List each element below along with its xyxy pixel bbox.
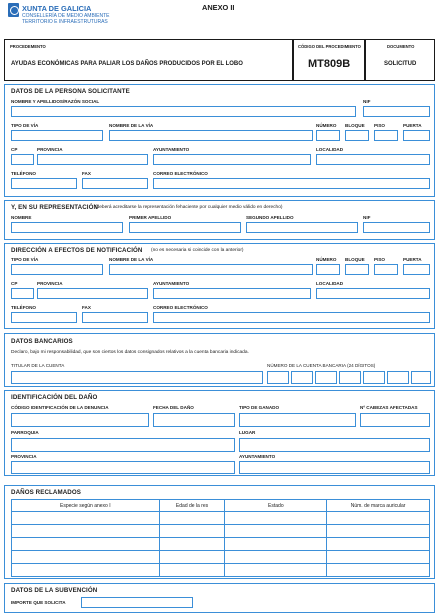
table-cell[interactable] xyxy=(225,538,327,551)
org-line-2: TERRITORIO E INFRAESTRUTURAS xyxy=(22,19,108,25)
account-segment-6[interactable] xyxy=(387,371,409,384)
table-cell[interactable] xyxy=(12,551,160,564)
bank-declaration: Declaro, bajo mi responsabilidad, que son ciertos los datos consignados relativos a la cuenta bancaria indicada. xyxy=(11,350,249,355)
account-segment-4[interactable] xyxy=(339,371,361,384)
notif-street-type-label: TIPO DE VÍA xyxy=(11,257,39,262)
claimed-title: DAÑOS RECLAMADOS xyxy=(11,489,82,496)
province-label: PROVINCIA xyxy=(37,147,63,152)
account-segment-3[interactable] xyxy=(315,371,337,384)
table-row xyxy=(12,512,430,525)
table-cell[interactable] xyxy=(159,512,225,525)
table-cell[interactable] xyxy=(225,564,327,577)
province-field[interactable] xyxy=(37,154,148,165)
livestock-field[interactable] xyxy=(239,413,356,427)
table-cell[interactable] xyxy=(12,512,160,525)
notif-email-label: CORREO ELECTRÓNICO xyxy=(153,305,208,310)
locality-field[interactable] xyxy=(316,154,430,165)
amount-label: IMPORTE QUE SOLICITA xyxy=(11,600,66,605)
rep-second-surname-field[interactable] xyxy=(246,222,358,233)
notification-note: (no es necesaria si coincide con la anterior) xyxy=(151,248,244,253)
notif-council-label: AYUNTAMIENTO xyxy=(153,281,190,286)
nif-label: NIF xyxy=(363,99,371,104)
notif-door-field[interactable] xyxy=(403,264,430,275)
floor-field[interactable] xyxy=(374,130,398,141)
notif-locality-field[interactable] xyxy=(316,288,430,299)
table-cell[interactable] xyxy=(327,525,430,538)
annex-title: ANEXO II xyxy=(202,3,235,12)
document-value: SOLICITUD xyxy=(384,61,417,67)
livestock-label: TIPO DE GANADO xyxy=(239,405,280,410)
notif-block-label: BLOQUE xyxy=(345,257,365,262)
parish-field[interactable] xyxy=(11,438,235,452)
notif-province-field[interactable] xyxy=(37,288,148,299)
procedure-box xyxy=(4,39,293,81)
rep-nif-label: NIF xyxy=(363,215,371,220)
table-cell[interactable] xyxy=(159,551,225,564)
notif-street-name-label: NOMBRE DE LA VÍA xyxy=(109,257,154,262)
representative-title: Y, EN SU REPRESENTACIÓN xyxy=(11,204,99,211)
org-line-1: CONSELLERÍA DE MEDIO AMBIENTE xyxy=(22,13,110,19)
nif-field[interactable] xyxy=(363,106,430,117)
rep-second-surname-label: SEGUNDO APELLIDO xyxy=(246,215,294,220)
document-box xyxy=(365,39,435,81)
subsidy-title: DATOS DE LA SUBVENCIÓN xyxy=(11,587,98,594)
street-name-label: NOMBRE DE LA VÍA xyxy=(109,123,154,128)
rep-name-label: NOMBRE xyxy=(11,215,32,220)
council-label: AYUNTAMIENTO xyxy=(153,147,190,152)
org-name: XUNTA DE GALICIA xyxy=(22,4,92,13)
claimed-table-header xyxy=(12,500,430,512)
notif-locality-label: LOCALIDAD xyxy=(316,281,344,286)
table-row xyxy=(12,564,430,577)
procedure-title: AYUDAS ECONÓMICAS PARA PALIAR LOS DAÑOS PRODUCIDOS POR EL LOBO xyxy=(11,61,243,67)
notif-fax-field[interactable] xyxy=(82,312,148,323)
table-cell[interactable] xyxy=(327,538,430,551)
damage-province-field[interactable] xyxy=(11,461,235,474)
place-label: LUGAR xyxy=(239,430,256,435)
code-value: MT809B xyxy=(308,58,351,70)
table-cell[interactable] xyxy=(12,525,160,538)
notif-province-label: PROVINCIA xyxy=(37,281,63,286)
holder-label: TITULAR DE LA CUENTA xyxy=(11,363,65,368)
col-species: Especie según anexo I xyxy=(12,500,160,512)
table-cell[interactable] xyxy=(159,538,225,551)
street-type-field[interactable] xyxy=(11,130,103,141)
complaint-code-field[interactable] xyxy=(11,413,149,427)
damage-province-label: PROVINCIA xyxy=(11,454,37,459)
notif-cp-field[interactable] xyxy=(11,288,34,299)
phone-label: TELÉFONO xyxy=(11,171,37,176)
street-name-field[interactable] xyxy=(109,130,313,141)
cp-field[interactable] xyxy=(11,154,34,165)
street-type-label: TIPO DE VÍA xyxy=(11,123,39,128)
code-box xyxy=(293,39,365,81)
table-cell[interactable] xyxy=(225,551,327,564)
notif-phone-field[interactable] xyxy=(11,312,77,323)
block-field[interactable] xyxy=(345,130,369,141)
door-label: PUERTA xyxy=(403,123,422,128)
damage-council-field[interactable] xyxy=(239,461,430,474)
account-label: NÚMERO DE LA CUENTA BANCARIA (24 DÍGITOS) xyxy=(267,363,376,368)
notif-email-field[interactable] xyxy=(153,312,430,323)
claimed-section xyxy=(4,485,435,579)
floor-label: PISO xyxy=(374,123,385,128)
door-field[interactable] xyxy=(403,130,430,141)
table-cell[interactable] xyxy=(327,551,430,564)
table-cell[interactable] xyxy=(327,512,430,525)
notification-section xyxy=(4,243,435,329)
bank-section xyxy=(4,333,435,387)
claimed-table xyxy=(11,499,430,577)
locality-label: LOCALIDAD xyxy=(316,147,344,152)
fax-label: FAX xyxy=(82,171,91,176)
notif-council-field[interactable] xyxy=(153,288,311,299)
rep-first-surname-field[interactable] xyxy=(129,222,241,233)
number-field[interactable] xyxy=(316,130,340,141)
applicant-section xyxy=(4,84,435,197)
heads-label: Nº CABEZAS AFECTADAS xyxy=(360,405,418,410)
table-row xyxy=(12,525,430,538)
notif-fax-label: FAX xyxy=(82,305,91,310)
holder-field[interactable] xyxy=(11,371,263,384)
notification-title: DIRECCIÓN A EFECTOS DE NOTIFICACIÓN xyxy=(11,247,143,254)
fax-field[interactable] xyxy=(82,178,148,189)
notif-block-field[interactable] xyxy=(345,264,369,275)
damage-id-title: IDENTIFICACIÓN DEL DAÑO xyxy=(11,394,98,401)
damage-council-label: AYUNTAMIENTO xyxy=(239,454,276,459)
table-cell[interactable] xyxy=(225,525,327,538)
name-label: NOMBRE Y APELLIDOS/RAZÓN SOCIAL xyxy=(11,99,100,104)
cp-label: CP xyxy=(11,147,18,152)
table-cell[interactable] xyxy=(12,538,160,551)
table-cell[interactable] xyxy=(159,564,225,577)
phone-field[interactable] xyxy=(11,178,77,189)
table-cell[interactable] xyxy=(327,564,430,577)
subsidy-section xyxy=(4,583,435,613)
table-cell[interactable] xyxy=(225,512,327,525)
block-label: BLOQUE xyxy=(345,123,365,128)
applicant-title: DATOS DE LA PERSONA SOLICITANTE xyxy=(11,88,130,95)
damage-date-field[interactable] xyxy=(153,413,235,427)
document-label: DOCUMENTO xyxy=(387,44,415,49)
heads-field[interactable] xyxy=(360,413,430,427)
notif-phone-label: TELÉFONO xyxy=(11,305,37,310)
notif-number-field[interactable] xyxy=(316,264,340,275)
rep-name-field[interactable] xyxy=(11,222,123,233)
number-label: NÚMERO xyxy=(316,123,337,128)
notif-cp-label: CP xyxy=(11,281,18,286)
notif-street-name-field[interactable] xyxy=(109,264,313,275)
damage-date-label: FECHA DEL DAÑO xyxy=(153,405,194,410)
col-ear-tag: Núm. de marca auricular xyxy=(327,500,430,512)
complaint-code-label: CÓDIGO IDENTIFICACIÓN DE LA DENUNCIA xyxy=(11,405,109,410)
representative-note: (deberá acreditarse la representación fehaciente por cualquier medio válido en derecho) xyxy=(95,205,283,210)
account-segment-2[interactable] xyxy=(291,371,313,384)
email-label: CORREO ELECTRÓNICO xyxy=(153,171,208,176)
col-age: Edad de la res xyxy=(159,500,225,512)
table-cell[interactable] xyxy=(12,564,160,577)
table-row xyxy=(12,551,430,564)
notif-street-type-field[interactable] xyxy=(11,264,103,275)
place-field[interactable] xyxy=(239,438,430,452)
notif-number-label: NÚMERO xyxy=(316,257,337,262)
table-row xyxy=(12,538,430,551)
rep-first-surname-label: PRIMER APELLIDO xyxy=(129,215,172,220)
procedure-label: PROCEDEMENTO xyxy=(10,44,46,49)
table-cell[interactable] xyxy=(159,525,225,538)
damage-id-section xyxy=(4,390,435,476)
email-field[interactable] xyxy=(153,178,430,189)
representative-section xyxy=(4,200,435,240)
council-field[interactable] xyxy=(153,154,311,165)
xunta-logo-icon xyxy=(8,3,19,17)
notif-door-label: PUERTA xyxy=(403,257,422,262)
parish-label: PARROQUIA xyxy=(11,430,39,435)
bank-title: DATOS BANCARIOS xyxy=(11,338,73,345)
name-field[interactable] xyxy=(11,106,356,117)
code-label: CÓDIGO DEL PROCEDIMIENTO xyxy=(298,44,361,49)
amount-field[interactable] xyxy=(81,597,193,608)
account-segment-1[interactable] xyxy=(267,371,289,384)
account-segment-7[interactable] xyxy=(411,371,431,384)
rep-nif-field[interactable] xyxy=(363,222,430,233)
notif-floor-field[interactable] xyxy=(374,264,398,275)
account-segment-5[interactable] xyxy=(363,371,385,384)
notif-floor-label: PISO xyxy=(374,257,385,262)
col-status: Estado xyxy=(225,500,327,512)
